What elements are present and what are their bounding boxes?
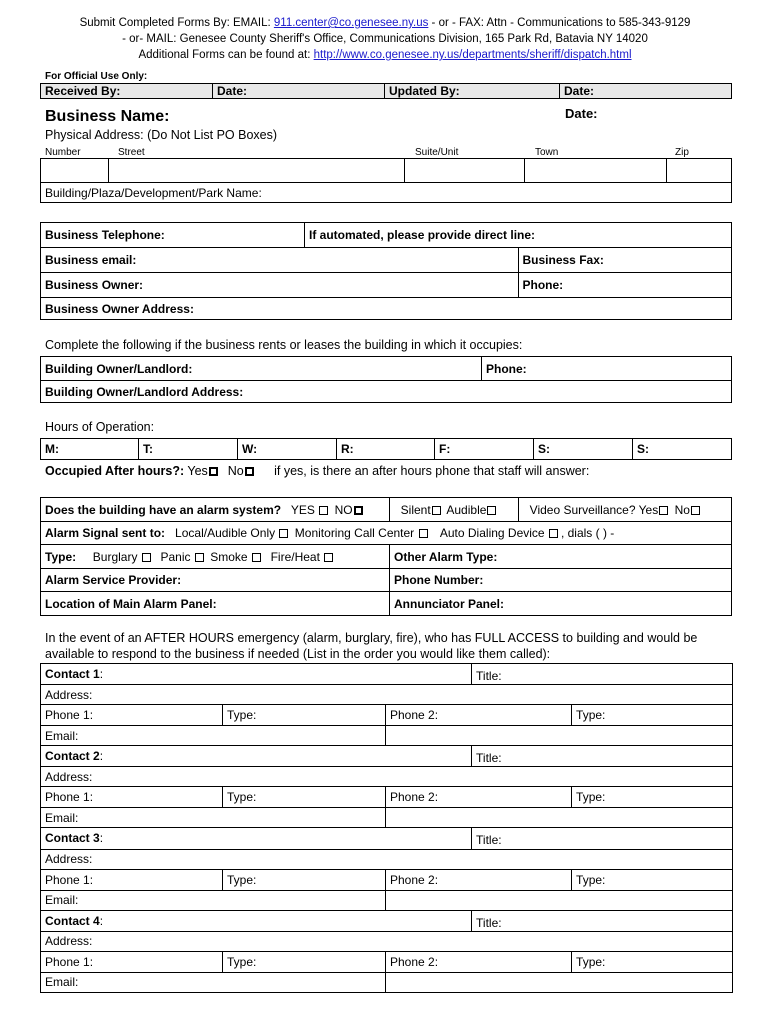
owner-address-field[interactable]: Business Owner Address:: [41, 298, 732, 320]
automated-line-field[interactable]: If automated, please provide direct line:: [305, 223, 732, 248]
col-number: Number: [45, 147, 81, 158]
provider-phone-field[interactable]: Phone Number:: [390, 569, 732, 592]
audible-label: Audible: [446, 502, 487, 517]
contact-1-colon: :: [99, 667, 104, 682]
submission-text: Submit Completed Forms By: EMAIL:: [79, 17, 274, 29]
contact-3-phone2-field[interactable]: Phone 2:: [386, 869, 572, 890]
owner-phone-field[interactable]: Phone:: [518, 273, 732, 298]
silent-checkbox[interactable]: [432, 506, 441, 515]
alarm-type-label: Type:: [45, 549, 77, 564]
mail-line: - or- MAIL: Genesee County Sheriff's Office, Communications Division, 165 Park Rd, Batavia NY 14020: [122, 33, 648, 45]
zip-field[interactable]: [667, 159, 732, 183]
occupied-label: Occupied After hours?:: [45, 464, 185, 478]
contact-4-phone2-field[interactable]: Phone 2:: [386, 951, 572, 972]
smoke-label: Smoke: [210, 549, 248, 564]
video-no-checkbox[interactable]: [691, 506, 700, 515]
contact-2-name-field[interactable]: [41, 746, 472, 767]
business-name-label: Business Name:: [45, 108, 170, 125]
occupied-yes-label: Yes: [187, 464, 208, 478]
col-suite: Suite/Unit: [415, 147, 459, 158]
forms-text: Additional Forms can be found at:: [138, 49, 314, 61]
smoke-checkbox[interactable]: [252, 553, 261, 562]
alarm-no-label: NO: [334, 502, 353, 517]
contact-1-phone1-field[interactable]: Phone 1:: [41, 705, 223, 726]
contact-1-email-field[interactable]: Email:: [41, 726, 386, 746]
suite-field[interactable]: [405, 159, 525, 183]
hours-wednesday[interactable]: W:: [238, 439, 337, 460]
address-table: [40, 158, 732, 203]
street-field[interactable]: [109, 159, 405, 183]
contact-2-email-field[interactable]: Email:: [41, 808, 386, 828]
contact-4-phone1-field[interactable]: Phone 1:: [41, 951, 223, 972]
hours-table: [40, 438, 732, 460]
contact-2-phone2-field[interactable]: Phone 2:: [386, 787, 572, 808]
hours-saturday[interactable]: S:: [534, 439, 633, 460]
fire-checkbox[interactable]: [324, 553, 333, 562]
alarm-provider-field[interactable]: Alarm Service Provider:: [41, 569, 390, 592]
landlord-intro: Complete the following if the business rents or leases the building in which it occupies:: [45, 338, 523, 352]
hours-tuesday[interactable]: T:: [139, 439, 238, 460]
contact-1-email-extra[interactable]: [386, 726, 733, 746]
emergency-intro-line1: In the event of an AFTER HOURS emergency (alarm, burglary, fire), who has FULL ACCESS to building and would be: [45, 631, 698, 645]
contact-1-type1-field[interactable]: Type:: [223, 705, 386, 726]
contact-2-type2-field[interactable]: Type:: [572, 787, 733, 808]
other-alarm-type-field[interactable]: Other Alarm Type:: [390, 545, 732, 569]
alarm-signal-row: [41, 522, 732, 545]
business-fax-field[interactable]: Business Fax:: [518, 248, 732, 273]
video-label: Video Surveillance? Yes: [529, 502, 659, 517]
hours-monday[interactable]: M:: [41, 439, 139, 460]
monitoring-label: Monitoring Call Center: [294, 526, 415, 540]
hours-friday[interactable]: F:: [435, 439, 534, 460]
contact-3-name-field[interactable]: [41, 828, 472, 849]
contact-2-label: Contact 2: [45, 749, 100, 764]
updated-date-field[interactable]: Date:: [560, 84, 732, 99]
official-date-field[interactable]: Date:: [213, 84, 385, 99]
contact-3-type1-field[interactable]: Type:: [223, 869, 386, 890]
submission-line: [0, 16, 770, 30]
col-zip: Zip: [675, 147, 689, 158]
hours-title: Hours of Operation:: [45, 420, 155, 434]
silent-label: Silent: [400, 502, 431, 517]
monitoring-checkbox[interactable]: [419, 529, 428, 538]
contact-4-colon: :: [99, 913, 104, 928]
contact-4-email-extra[interactable]: [386, 972, 733, 992]
contact-1-address-field[interactable]: Address:: [41, 685, 733, 705]
contact-1-name-field[interactable]: [41, 664, 472, 685]
contact-2-type1-field[interactable]: Type:: [223, 787, 386, 808]
email-link[interactable]: 911.center@co.genesee.ny.us: [273, 17, 429, 29]
contact-1-type2-field[interactable]: Type:: [572, 705, 733, 726]
contact-1-title-field[interactable]: Title:: [472, 664, 733, 685]
contact-4-label: Contact 4: [45, 913, 100, 928]
video-yes-checkbox[interactable]: [659, 506, 668, 515]
panic-checkbox[interactable]: [195, 553, 204, 562]
contact-3-email-extra[interactable]: [386, 890, 733, 910]
contact-4-title-field[interactable]: Title:: [472, 910, 733, 931]
occupied-no-label: No: [227, 464, 244, 478]
alarm-table: [40, 497, 732, 616]
contact-4-email-field[interactable]: Email:: [41, 972, 386, 992]
burglary-label: Burglary: [92, 549, 138, 564]
hours-sunday[interactable]: S:: [633, 439, 732, 460]
hours-thursday[interactable]: R:: [337, 439, 435, 460]
video-surveillance-cell: [519, 498, 732, 522]
official-use-table: [40, 83, 732, 99]
alarm-yes-label: YES: [290, 502, 315, 517]
contact-2-title-field[interactable]: Title:: [472, 746, 733, 767]
contact-3-email-field[interactable]: Email:: [41, 890, 386, 910]
business-owner-field[interactable]: Business Owner:: [41, 273, 519, 298]
col-street: Street: [118, 147, 145, 158]
panic-label: Panic: [160, 549, 191, 564]
business-date-label: Date:: [565, 106, 598, 121]
physical-address-label: Physical Address: (Do Not List PO Boxes): [45, 128, 278, 142]
town-field[interactable]: [525, 159, 667, 183]
local-label: Local/Audible Only: [175, 526, 276, 540]
emergency-intro-line2: available to respond to the business if needed (List in the order you would like them called):: [45, 647, 551, 661]
contact-2-phone1-field[interactable]: Phone 1:: [41, 787, 223, 808]
alarm-question-label: Does the building have an alarm system?: [45, 502, 282, 517]
received-by-field[interactable]: Received By:: [41, 84, 213, 99]
contact-4-type1-field[interactable]: Type:: [223, 951, 386, 972]
contact-3-address-field[interactable]: Address:: [41, 849, 733, 869]
landlord-address-field[interactable]: Building Owner/Landlord Address:: [41, 381, 732, 403]
burglary-checkbox[interactable]: [142, 553, 151, 562]
occupied-row: [45, 464, 589, 478]
number-field[interactable]: [41, 159, 109, 183]
alarm-yes-checkbox[interactable]: [319, 506, 328, 515]
business-email-field[interactable]: Business email:: [41, 248, 519, 273]
auto-dial-checkbox[interactable]: [549, 529, 558, 538]
occupied-yes-checkbox[interactable]: [209, 467, 218, 476]
landlord-phone-field[interactable]: Phone:: [482, 357, 732, 381]
contact-2-email-extra[interactable]: [386, 808, 733, 828]
audible-checkbox[interactable]: [487, 506, 496, 515]
contact-1-phone2-field[interactable]: Phone 2:: [386, 705, 572, 726]
dials-label: , dials ( ) -: [560, 526, 615, 540]
emergency-intro: [45, 630, 697, 662]
contact-3-title-field[interactable]: Title:: [472, 828, 733, 849]
contact-4-type2-field[interactable]: Type:: [572, 951, 733, 972]
annunciator-panel-field[interactable]: Annunciator Panel:: [390, 592, 732, 616]
contacts-table: [40, 663, 733, 993]
contact-3-phone1-field[interactable]: Phone 1:: [41, 869, 223, 890]
alarm-type-row: [41, 545, 390, 569]
contact-1-label: Contact 1: [45, 667, 100, 682]
contact-3-colon: :: [99, 831, 104, 846]
contact-2-address-field[interactable]: Address:: [41, 767, 733, 787]
building-name-field[interactable]: Building/Plaza/Development/Park Name:: [41, 183, 732, 203]
alarm-system-question: [41, 498, 390, 522]
fax-text: - or - FAX: Attn - Communications to 585-343-9129: [428, 17, 691, 29]
panel-location-field[interactable]: Location of Main Alarm Panel:: [41, 592, 390, 616]
updated-by-field[interactable]: Updated By:: [385, 84, 560, 99]
business-telephone-field[interactable]: Business Telephone:: [41, 223, 305, 248]
alarm-signal-label: Alarm Signal sent to:: [45, 526, 166, 540]
occupied-no-checkbox[interactable]: [245, 467, 254, 476]
contact-4-address-field[interactable]: Address:: [41, 931, 733, 951]
local-checkbox[interactable]: [279, 529, 288, 538]
col-town: Town: [535, 147, 559, 158]
auto-dial-label: Auto Dialing Device: [439, 526, 545, 540]
alarm-no-checkbox[interactable]: [354, 506, 363, 515]
fire-label: Fire/Heat: [270, 549, 320, 564]
forms-url-link[interactable]: http://www.co.genesee.ny.us/departments/sheriff/dispatch.html: [313, 49, 632, 61]
video-no-label: No: [674, 502, 690, 517]
landlord-table: [40, 356, 732, 403]
contact-3-label: Contact 3: [45, 831, 100, 846]
official-use-title: For Official Use Only:: [45, 71, 148, 82]
forms-line: [0, 48, 770, 62]
contact-3-type2-field[interactable]: Type:: [572, 869, 733, 890]
contact-4-name-field[interactable]: [41, 910, 472, 931]
contact-2-colon: :: [99, 749, 104, 764]
silent-audible-cell: [390, 498, 519, 522]
contact-table: [40, 222, 732, 320]
landlord-field[interactable]: Building Owner/Landlord:: [41, 357, 482, 381]
after-hours-phone-label: if yes, is there an after hours phone that staff will answer:: [274, 464, 590, 478]
